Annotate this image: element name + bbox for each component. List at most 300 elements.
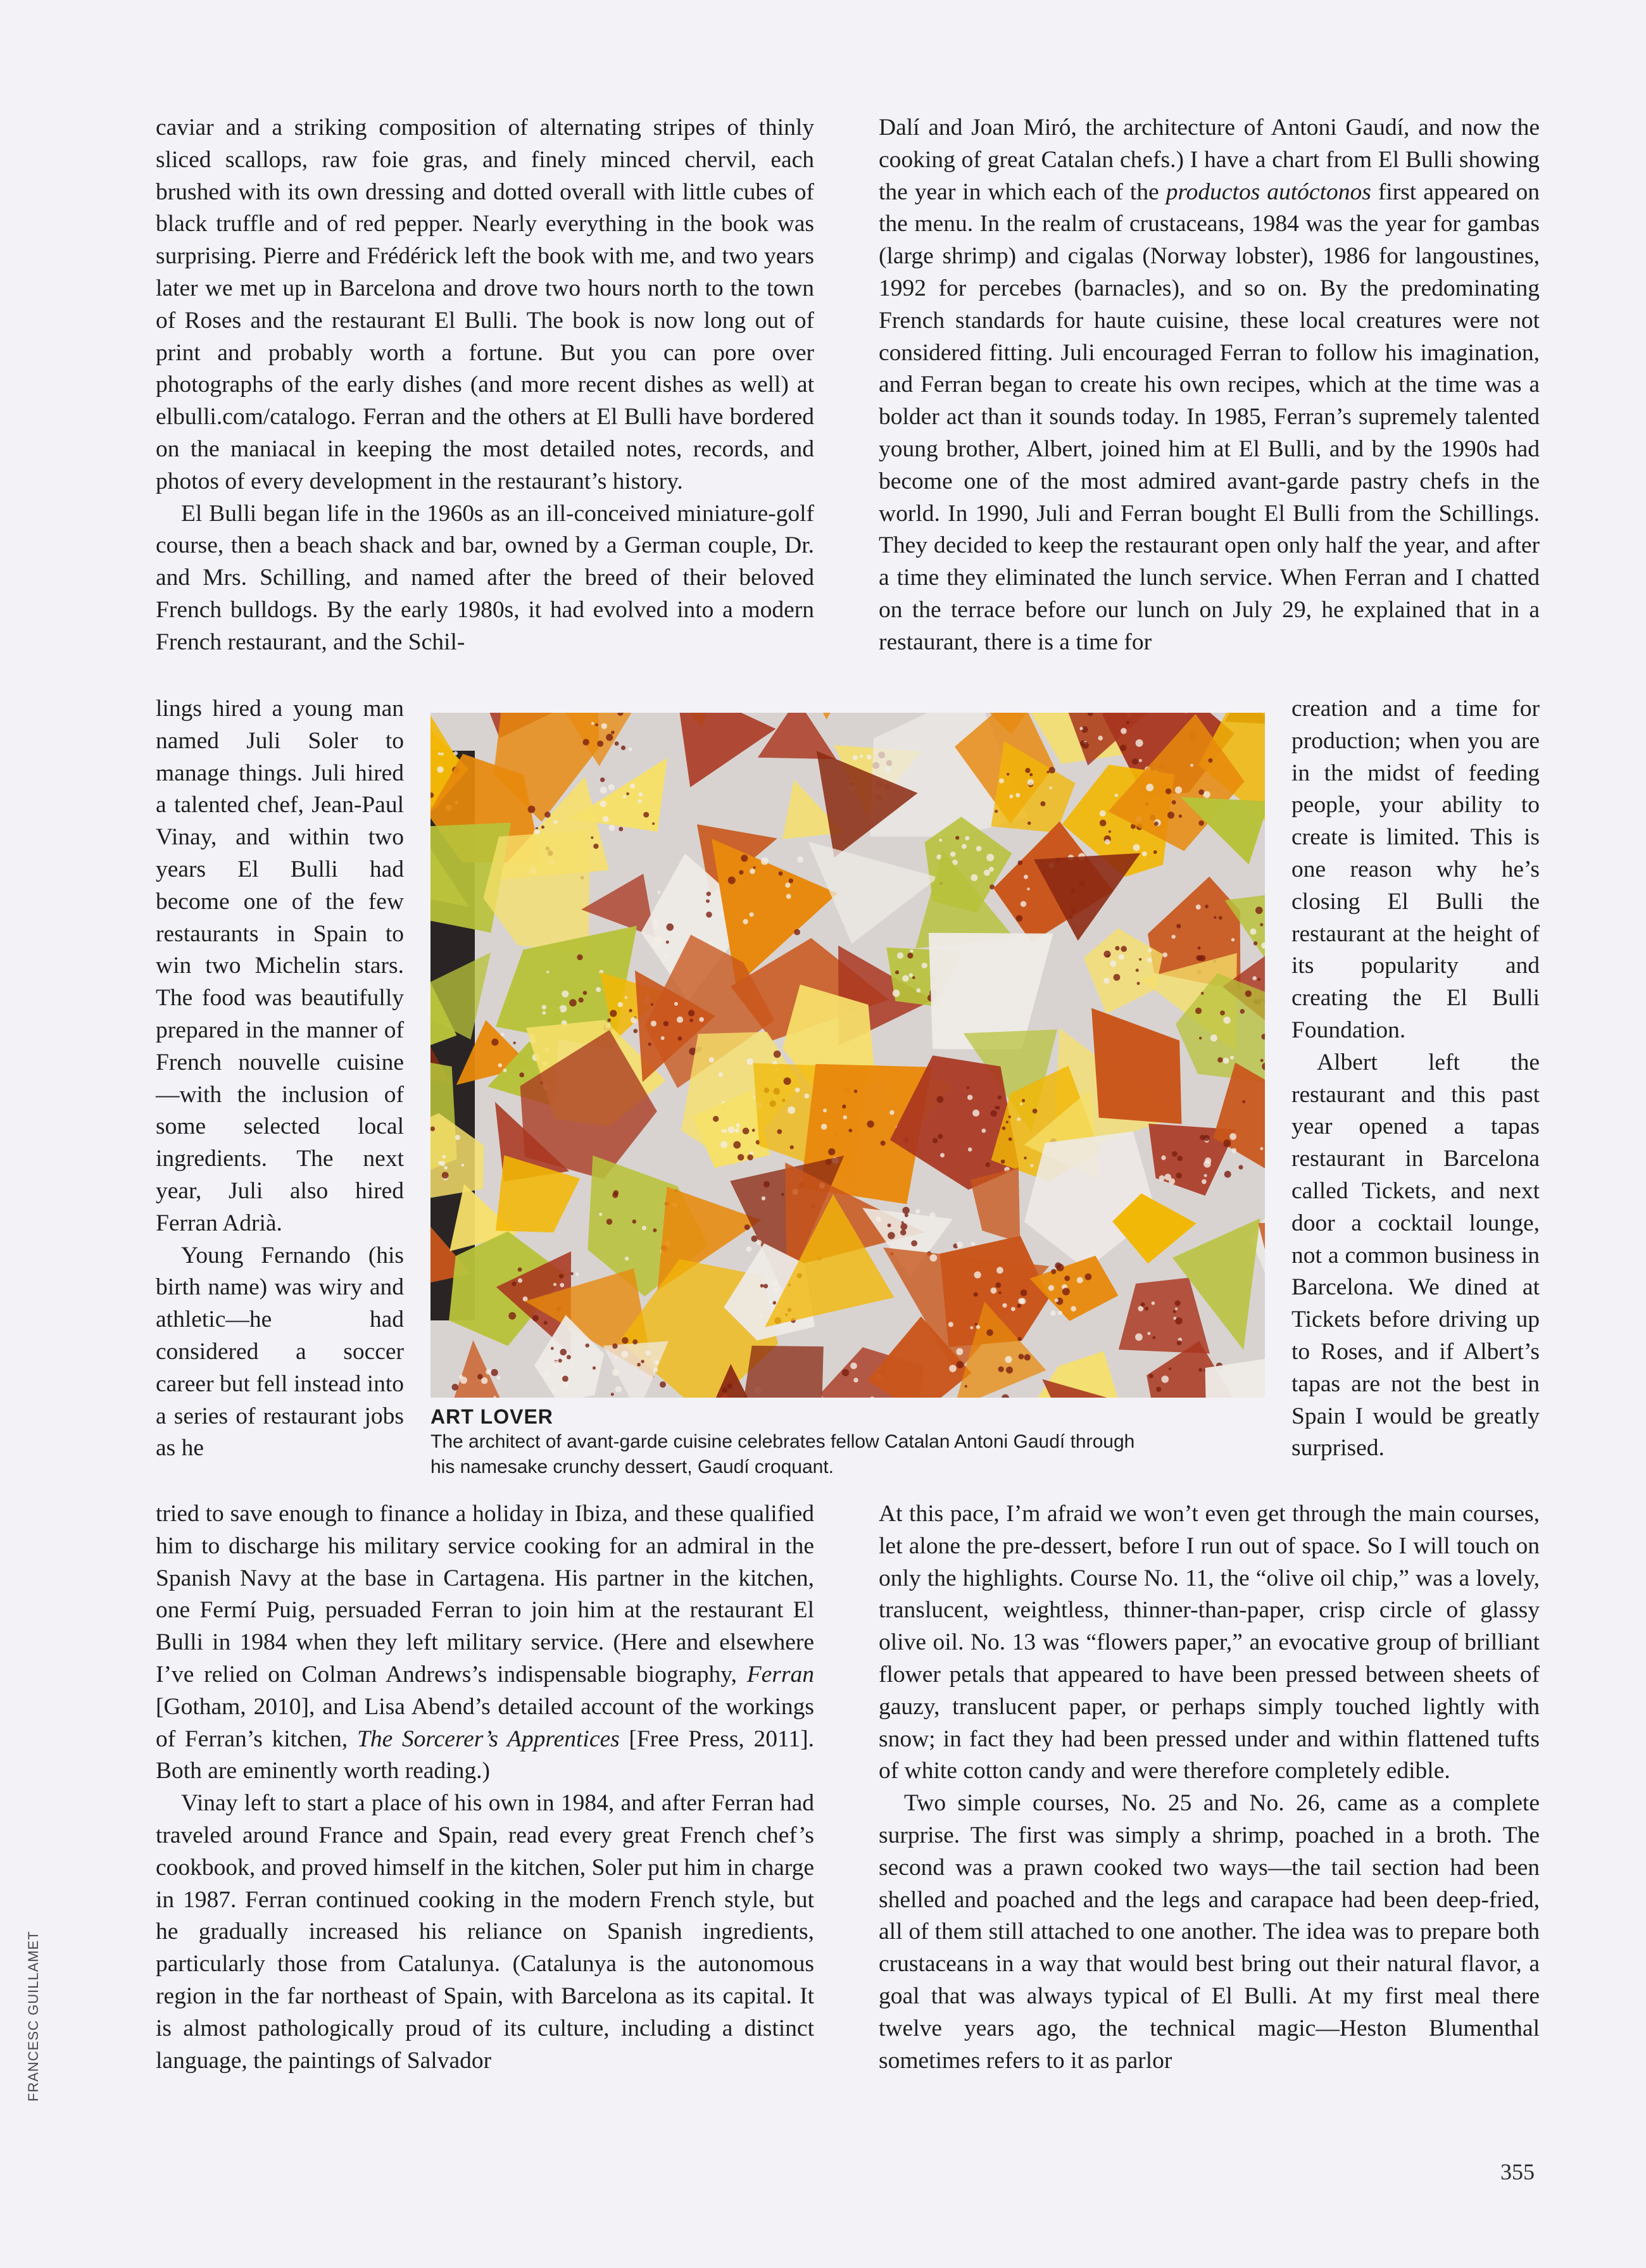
shard-speckle [1169,1178,1175,1184]
shard-speckle [597,741,603,747]
shard-speckle [1147,958,1152,963]
shard-speckle [501,1033,505,1037]
shard-speckle [1245,991,1252,997]
shard-speckle [1172,1151,1178,1157]
shard-speckle [1010,794,1014,798]
shard-speckle [1132,758,1138,765]
shard-speckle [761,857,769,865]
shard-speckle [560,1283,564,1287]
shard-speckle [706,912,712,918]
shard-speckle [660,1381,666,1388]
shard-speckle [653,920,658,925]
shard-speckle [1064,1275,1070,1281]
shard-speckle [743,1128,750,1135]
shard-speckle [512,1281,516,1286]
shard-speckle [1152,1336,1155,1339]
shard-speckle [629,1009,632,1012]
shard-speckle [606,1219,613,1225]
shard-speckle [655,1360,660,1365]
shard-speckle [1149,1374,1153,1378]
shard-speckle [1156,1387,1161,1392]
shard-speckle [1253,941,1257,945]
shard-speckle [1203,1135,1210,1141]
caption-text: The architect of avant-garde cuisine celebrates fellow Catalan Antoni Gaudí through his namesake crunchy dessert, Gaudí croquant. [430,1431,1135,1477]
shard-speckle [972,1110,979,1117]
shard-speckle [1260,1059,1264,1062]
shard-speckle [772,1280,778,1286]
article-column-left-top [156,112,814,659]
shard-speckle [1198,820,1204,826]
paragraph: At this pace, I’m afraid we won’t even get through the main courses, let alone the pre-dessert, before I run out of space. So I will touch on only the highlights. Course No. 11, the “olive oil chip,” was a lovely, translucent, weightless, thinner-than-paper, crisp circle of glassy olive oil. No. 13 was “flowers paper,” an evocative group of brilliant flower petals that appeared to have been pressed between sheets of gauzy, translucent paper, or perhaps simply touched lightly with snow; in fact they had been pressed under and within flattened tufts of white cotton candy and were therefore completely edible. [879,1501,1540,1784]
shard-speckle [1027,822,1031,825]
shard-speckle [999,779,1004,784]
shard-speckle [552,1389,555,1393]
shard-speckle [441,753,444,756]
shard-speckle [1198,1368,1202,1372]
shard-speckle [998,1367,1004,1372]
shard-speckle [967,1095,972,1100]
shard-speckle [1217,1057,1222,1062]
shard-speckle [1139,958,1141,961]
shard-speckle [519,1072,524,1077]
shard-speckle [1133,844,1140,851]
shard-speckle [1219,916,1222,920]
shard-speckle [1198,789,1204,795]
shard-speckle [1019,1298,1026,1305]
shard-speckle [1142,851,1147,856]
shard-speckle [1115,794,1118,797]
shard-speckle [797,856,803,863]
shard-speckle [612,1193,618,1198]
shard-speckle [728,1126,735,1133]
paragraph: El Bulli began life in the 1960s as an ill-conceived miniature-golf course, then a beach shack and bar, owned by a German couple, Dr. and Mrs. Schilling, and named after the breed of their beloved French bulldogs. By the early 1980s, it had evolved into a modern French restaurant, and the Schil- [156,500,814,655]
shard-speckle [593,1367,596,1370]
shard-speckle [689,1018,693,1022]
shard-speckle [570,1272,574,1275]
shard-speckle [1255,906,1263,914]
shard-speckle [586,1343,589,1347]
shard-speckle [498,1063,502,1067]
shard-speckle [985,1162,990,1167]
shard-speckle [786,894,791,899]
shard-speckle [950,851,956,857]
book-title: The Sorcerer’s Apprentices [356,1726,620,1752]
shard-speckle [611,730,615,734]
shard-speckle [648,1043,651,1046]
shard-speckle [1008,1137,1012,1141]
shard-speckle [957,1241,963,1248]
shard-speckle [1190,764,1193,767]
shard-speckle [1135,1333,1143,1341]
photo-credit: FRANCESC GUILLAMET [25,1931,41,2102]
shard-speckle [900,1229,906,1235]
shard-speckle [897,953,903,959]
shard-speckle [779,872,783,876]
shard-speckle [1049,767,1055,774]
shard-speckle [1175,1317,1182,1324]
shard-speckle [916,988,920,993]
shard-speckle [1119,954,1124,960]
shard-speckle [651,1020,657,1026]
shard-speckle [912,976,915,979]
shard-speckle [747,1155,753,1161]
article-column-right-top [879,112,1540,659]
shard-speckle [1203,791,1210,798]
shard-speckle [1240,1009,1245,1013]
shard-speckle [854,1089,857,1093]
shard-speckle [1008,1115,1011,1118]
shard-speckle [600,777,605,782]
shard-speckle [763,1181,770,1187]
shard-speckle [1203,1160,1211,1168]
page-number: 355 [1500,2159,1535,2184]
shard-speckle [612,1343,617,1348]
shard-speckle [989,867,994,872]
shard-speckle [707,892,711,896]
shard-speckle [794,929,800,936]
shard-speckle [1007,773,1009,775]
shard-speckle [615,741,619,746]
shard-speckle [603,816,608,822]
shard-speckle [1223,1139,1231,1147]
shard-speckle [1162,1375,1169,1383]
shard-speckle [655,936,662,944]
shard-speckle [1136,968,1139,972]
shard-speckle [1022,1099,1025,1102]
shard-speckle [1100,820,1107,827]
shard-speckle [1062,1287,1070,1295]
shard-speckle [508,1312,516,1320]
shard-speckle [1080,727,1083,730]
shard-speckle [651,1003,653,1006]
shard-speckle [949,1365,957,1372]
shard-speckle [1230,1056,1234,1060]
photo-caption [430,1404,1272,1480]
shard-speckle [599,1213,602,1216]
shard-speckle [1176,924,1181,929]
shard-speckle [638,799,642,803]
shard-speckle [1176,1173,1182,1179]
shard-speckle [1107,955,1109,957]
shard-speckle [996,1267,1003,1274]
shard-speckle [1050,1310,1055,1315]
shard-speckle [1018,860,1023,865]
shard-speckle [1258,978,1261,981]
shard-speckle [955,836,959,840]
shard-speckle [591,722,594,725]
shard-speckle [733,1141,741,1149]
shard-speckle [608,784,615,791]
shard-speckle [452,1384,459,1391]
shard-speckle [593,844,598,849]
shard-speckle [1224,1171,1231,1178]
text-run: tried to save enough to finance a holiday in Ibiza, and these qualified him to discharge his military service cooking for an admiral in the Spanish Navy at the base in Cartagena. His partner in the kitchen, one Fermí Puig, persuaded Ferran to join him at the restaurant El Bulli in 1984 when they left military service. (Here and elsewhere I’ve relied on Colman Andrews’s indispensable biography, [156,1501,814,1688]
shard-speckle [1202,1179,1207,1184]
shard-speckle [842,1369,849,1376]
shard-speckle [632,1220,637,1224]
paragraph: lings hired a young man named Juli Soler to manage things. Juli hired a talented chef, Jean-Paul Vinay, and within two years El Bulli had become one of the few restaurants in Spain to win two Michelin stars. The food was beautifully prepared in the manner of French nouvelle cuisine—with the inclusion of some selected local ingredients. The next year, Juli also hired Ferran Adrià. [156,696,404,1236]
shard-speckle [974,1292,978,1296]
shard-speckle [1165,788,1171,794]
shard-speckle [1100,810,1106,817]
shard-speckle [1017,1118,1021,1121]
shard-speckle [1172,935,1176,939]
paragraph [879,112,1540,659]
shard-speckle [1017,1337,1021,1341]
shard-speckle [625,1256,629,1260]
shard-speckle [688,1010,694,1016]
shard-speckle [986,854,994,861]
shard-speckle [1024,875,1028,879]
gaudi-croquant-image [430,713,1265,1398]
shard-speckle [751,1236,758,1242]
shard-speckle [1229,1133,1236,1140]
shard-speckle [442,1172,449,1179]
shard-speckle [907,953,913,958]
shard-speckle [615,1356,617,1358]
book-title: Ferran [746,1661,814,1688]
shard-speckle [1231,1148,1236,1153]
shard-speckle [562,991,569,998]
shard-speckle [643,812,649,818]
shard-speckle [1115,946,1119,950]
shard-speckle [860,755,863,758]
shard-speckle [789,879,793,883]
shard-speckle [1162,953,1167,958]
shard-speckle [1001,1160,1005,1164]
shard-speckle [876,1217,881,1222]
shard-speckle [1024,1354,1031,1360]
text-run: [Gotham, 2010], and Lisa Abend’s detailed account of the workings of Ferran’s kitchen, [156,1693,814,1752]
shard-speckle [631,1017,637,1024]
shard-speckle [1082,742,1089,749]
shard-speckle [750,1151,753,1155]
shard-speckle [569,999,577,1006]
shard-speckle [497,1376,501,1380]
article-column-right-wrap [1291,693,1540,1465]
shard-speckle [728,877,736,884]
shard-speckle [784,1077,791,1085]
shard-speckle [939,839,942,842]
shard-speckle [777,1129,782,1134]
shard-speckle [760,1284,764,1288]
shard-speckle [477,1374,483,1380]
shard-speckle [971,1326,974,1329]
shard-speckle [579,998,584,1003]
shard-speckle [996,1106,1000,1110]
shard-speckle [763,1284,768,1288]
shard-speckle [915,1209,920,1213]
shard-speckle [1011,1307,1015,1312]
shard-speckle [998,1291,1002,1294]
shard-speckle [828,1148,835,1155]
shard-speckle [460,1377,467,1384]
shard-speckle [570,1365,574,1368]
shard-speckle [1198,955,1203,961]
shard-speckle [1055,1298,1059,1302]
shard-speckle [575,1272,579,1276]
shard-speckle [606,734,613,741]
shard-speckle [774,1288,778,1293]
shard-speckle [1103,978,1110,984]
shard-speckle [938,1134,943,1139]
shard-speckle [1015,793,1020,798]
paragraph: Two simple courses, No. 25 and No. 26, came as a complete surprise. The first was simply a shrimp, poached in a broth. The second was a prawn cooked two ways—the tail section had been shelled and poached and the legs and carapace had been deep-fried, all of them still attached to one another. The idea was to prepare both crustaceans in a way that would best bring out their natural flavor, a goal that was always typical of El Bulli. At my first meal there twelve years ago, the technical magic—Heston Blumenthal sometimes refers to it as parlor [879,1790,1540,2074]
shard-speckle [746,1246,752,1252]
shard-speckle [560,1005,567,1013]
shard-speckle [674,1002,678,1006]
shard-speckle [1050,787,1052,789]
shard-speckle [577,955,582,960]
shard-speckle [1201,992,1204,995]
shard-speckle [544,1371,550,1377]
shard-speckle [1178,1156,1183,1162]
shard-speckle [595,724,598,727]
shard-speckle [1141,1303,1145,1307]
shard-speckle [998,1096,1002,1100]
shard-speckle [1006,1121,1008,1124]
shard-speckle [1016,915,1022,922]
shard-speckle [922,963,927,968]
article-column-left-bottom [156,1498,814,2077]
shard-speckle [940,1153,945,1158]
shard-speckle [544,1321,548,1325]
shard-speckle [608,1018,612,1022]
shard-speckle [1114,974,1121,981]
shard-speckle [1085,1274,1092,1281]
shard-speckle [444,1166,448,1170]
shard-speckle [965,1385,967,1388]
shard-speckle [632,1339,638,1344]
shard-speckle [1120,744,1126,751]
shard-speckle [562,1375,569,1382]
shard-speckle [1139,759,1142,762]
shard-speckle [741,855,748,861]
shard-speckle [1205,905,1209,908]
shard-speckle [888,1224,891,1227]
shard-speckle [895,970,899,974]
shard-speckle [790,1145,794,1149]
shard-speckle [888,1232,895,1239]
shard-speckle [743,919,748,924]
shard-speckle [753,867,756,869]
shard-speckle [612,1369,619,1376]
shard-speckle [610,1010,617,1017]
shard-speckle [1077,1277,1083,1283]
shard-speckle [1153,850,1157,854]
shard-speckle [652,822,655,825]
shard-speckle [664,955,667,958]
shard-speckle [591,836,593,839]
shard-speckle [1175,1308,1178,1310]
shard-speckle [1260,1147,1264,1150]
shard-speckle [709,1057,714,1062]
paragraph: Albert left the restaurant and this past year opened a tapas restaurant in Barcelona called Tickets, and next door a cocktail lounge, not a common business in Barcelona. We dined at Tickets before driving up to Roses, and if Albert’s tapas are not the best in Spain I would be greatly surprised. [1291,1049,1540,1462]
shard-speckle [1006,1367,1013,1374]
shard-speckle [930,1212,936,1218]
shard-speckle [1231,938,1234,941]
shard-speckle [1137,982,1140,985]
shard-speckle [621,1351,628,1358]
shard-speckle [626,793,629,796]
shard-speckle [663,1021,669,1026]
text-run: Dalí and Joan Miró, the architecture of Antoni Gaudí, and now the cooking of great Catalan chefs.) I have a chart from El Bulli showing the year in which each of the [879,115,1540,205]
shard-speckle [774,1051,781,1058]
shard-speckle [666,941,669,944]
shard-speckle [618,1002,623,1007]
shard-speckle [762,1196,765,1200]
shard-speckle [1126,721,1129,724]
shard-speckle [491,1369,498,1376]
shard-speckle [785,882,790,887]
article-column-left-wrap [156,693,404,1465]
shard-speckle [541,825,544,829]
shard-speckle [667,924,674,931]
shard-speckle [630,784,635,789]
shard-speckle [1027,887,1029,890]
shard-speckle [553,1361,560,1368]
shard-speckle [788,1106,795,1114]
shard-speckle [982,1129,986,1133]
shard-speckle [1021,1289,1027,1296]
shard-speckle [995,1282,1001,1288]
shard-speckle [453,751,458,756]
shard-speckle [1033,1108,1038,1113]
shard-speckle [1051,1269,1056,1274]
shard-speckle [1024,1156,1026,1159]
shard-speckle [853,1378,858,1383]
shard-speckle [625,996,627,999]
shard-speckle [1175,1300,1181,1306]
shard-speckle [567,1355,571,1360]
shard-speckle [976,846,982,851]
shard-speckle [600,787,607,794]
shard-speckle [736,1124,740,1128]
shard-speckle [440,1161,446,1167]
shard-speckle [455,1135,460,1140]
shard-speckle [967,1086,970,1089]
shard-speckle [615,1386,622,1393]
shard-speckle [990,1110,997,1117]
shard-speckle [769,1300,772,1303]
shard-speckle [600,801,607,808]
dessert-photo [430,713,1265,1398]
shard-speckle [1110,960,1116,967]
shard-speckle [1195,1008,1202,1014]
shard-speckle [1172,800,1176,805]
shard-speckle [1204,1174,1207,1177]
shard-speckle [1179,815,1182,818]
shard-speckle [936,1096,943,1103]
shard-speckle [1161,1155,1165,1160]
shard-speckle [1154,822,1159,826]
shard-speckle [1109,830,1111,833]
shard-speckle [1214,916,1216,918]
shard-speckle [956,1348,963,1355]
paragraph: creation and a time for production; when you are in the midst of feeding people, your ability to create is limited. This is one reason why he’s closing El Bulli the restaurant at the height of its popularity and creating the El Bulli Foundation. [1291,696,1540,1043]
shard-speckle [639,793,643,797]
shard-speckle [1209,758,1213,763]
shard-speckle [750,868,755,874]
shard-speckle [543,1011,546,1015]
italic-term: productos autóctonos [1165,179,1371,205]
shard-speckle [974,1323,977,1325]
shard-speckle [699,1017,704,1022]
shard-speckle [750,912,754,917]
shard-speckle [1017,1304,1021,1308]
shard-speckle [1098,736,1103,741]
shard-speckle [773,1301,777,1305]
